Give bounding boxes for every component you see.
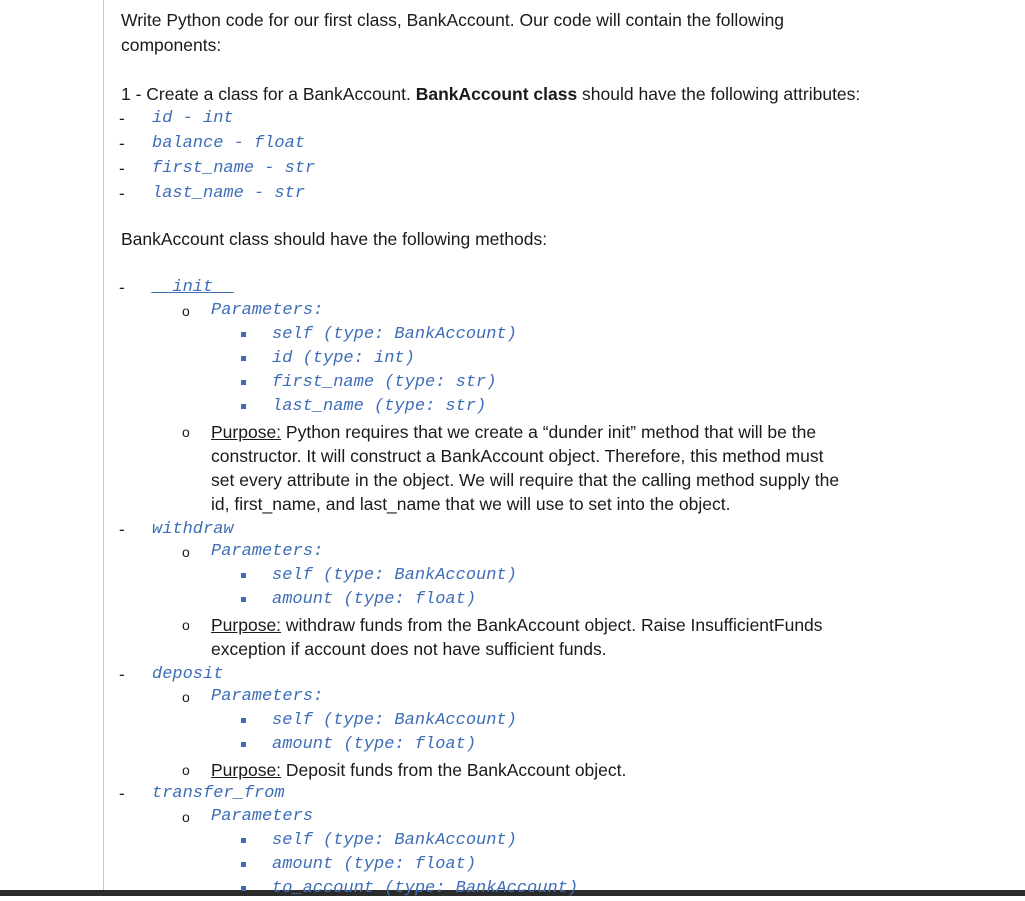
square-bullet (241, 404, 246, 409)
transfer-parameters-label: Parameters (211, 807, 314, 826)
methods-intro: BankAccount class should have the following methods: (121, 229, 548, 249)
method-transfer-from-name: transfer_from (152, 784, 285, 803)
purpose-label: Purpose: (211, 422, 282, 442)
transfer-param-to-account: to_account (type: BankAccount) (272, 879, 579, 898)
square-bullet (241, 573, 246, 578)
transfer-param-amount: amount (type: float) (272, 855, 477, 874)
attribute-id: id - int (152, 109, 234, 128)
init-param-self: self (type: BankAccount) (272, 325, 517, 344)
init-purpose-line-4: id, first_name, and last_name that we will use to set into the object. (211, 494, 731, 514)
attribute-bullet: - (119, 134, 125, 153)
init-param-id: id (type: int) (272, 349, 415, 368)
purpose-text: Deposit funds from the BankAccount object. (281, 760, 627, 780)
deposit-param-amount: amount (type: float) (272, 735, 477, 754)
circle-bullet: o (182, 689, 190, 705)
task-1-bold: BankAccount class (415, 84, 578, 104)
purpose-label: Purpose: (211, 615, 282, 635)
task-1-heading (121, 82, 860, 106)
attribute-bullet: - (119, 159, 125, 178)
intro-line-2: components: (121, 35, 222, 55)
purpose-text: withdraw funds from the BankAccount object. Raise InsufficientFunds (281, 615, 823, 635)
square-bullet (241, 597, 246, 602)
withdraw-param-self: self (type: BankAccount) (272, 566, 517, 585)
withdraw-purpose-line-2: exception if account does not have sufficient funds. (211, 639, 607, 659)
deposit-parameters-label: Parameters: (211, 687, 324, 706)
circle-bullet: o (182, 424, 190, 440)
intro-line-1: Write Python code for our first class, BankAccount. Our code will contain the following (121, 10, 785, 30)
init-purpose-line-3: set every attribute in the object. We will require that the calling method supply the (211, 470, 840, 490)
task-1-prefix: 1 - Create a class for a BankAccount. (121, 84, 416, 104)
square-bullet (241, 380, 246, 385)
square-bullet (241, 862, 246, 867)
square-bullet (241, 838, 246, 843)
method-deposit-name: deposit (152, 665, 224, 684)
method-bullet: - (119, 665, 125, 684)
square-bullet (241, 332, 246, 337)
attribute-bullet: - (119, 109, 125, 128)
transfer-param-self: self (type: BankAccount) (272, 831, 517, 850)
init-param-first-name: first_name (type: str) (272, 373, 497, 392)
method-bullet: - (119, 520, 125, 539)
init-purpose-line-1 (211, 420, 816, 444)
square-bullet (241, 356, 246, 361)
method-bullet: - (119, 278, 125, 297)
square-bullet (241, 886, 246, 891)
purpose-text: Python requires that we create a “dunder init” method that will be the (281, 422, 817, 442)
attribute-first-name: first_name - str (152, 159, 316, 178)
withdraw-purpose-line-1 (211, 613, 823, 637)
circle-bullet: o (182, 809, 190, 825)
withdraw-param-amount: amount (type: float) (272, 590, 477, 609)
attribute-balance: balance - float (152, 134, 306, 153)
method-init-name: __init__ (152, 278, 234, 297)
deposit-purpose-line-1 (211, 758, 626, 782)
init-param-last-name: last_name (type: str) (272, 397, 487, 416)
method-bullet: - (119, 784, 125, 803)
method-withdraw-name: withdraw (152, 520, 234, 539)
deposit-param-self: self (type: BankAccount) (272, 711, 517, 730)
circle-bullet: o (182, 617, 190, 633)
withdraw-parameters-label: Parameters: (211, 542, 324, 561)
attribute-last-name: last_name - str (152, 184, 306, 203)
purpose-label: Purpose: (211, 760, 282, 780)
attribute-bullet: - (119, 184, 125, 203)
circle-bullet: o (182, 544, 190, 560)
init-parameters-label: Parameters: (211, 301, 324, 320)
circle-bullet: o (182, 303, 190, 319)
square-bullet (241, 718, 246, 723)
circle-bullet: o (182, 762, 190, 778)
task-1-suffix: should have the following attributes: (577, 84, 861, 104)
init-purpose-line-2: constructor. It will construct a BankAccount object. Therefore, this method must (211, 446, 824, 466)
square-bullet (241, 742, 246, 747)
